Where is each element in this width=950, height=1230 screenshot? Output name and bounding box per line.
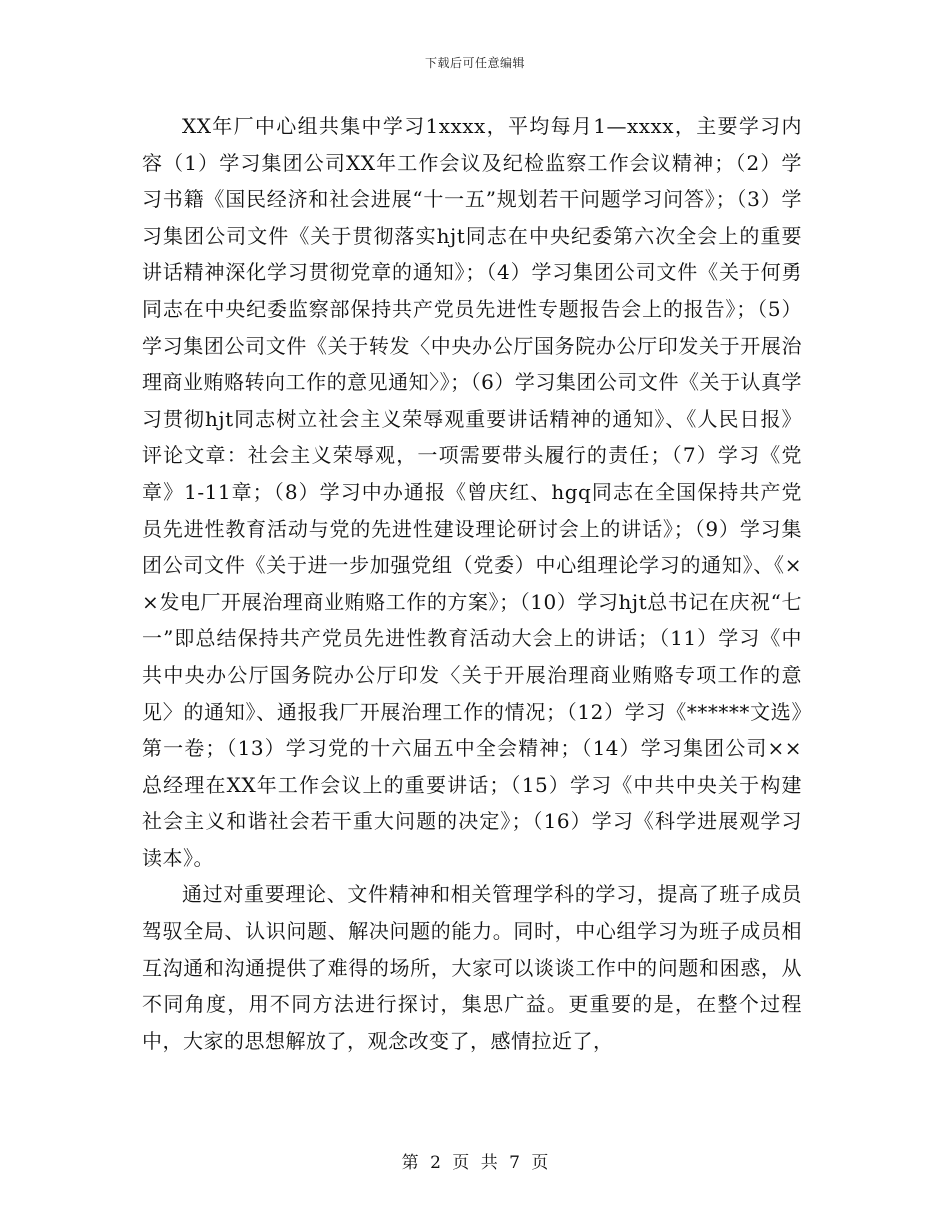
- page-number: 第 2 页 共 7 页: [401, 1153, 549, 1173]
- paragraph-study-list: XX年厂中心组共集中学习1xxxx，平均每月1—xxxx，主要学习内容（1）学习集团公司XX年工作会议及纪检监察工作会议精神；（2）学习书籍《国民经济和社会进展“十一五”规划若干问题学习问答》；（3）学习集团公司文件《关于贯彻落实hjt同志在中央纪委第六次全会上的重要讲话精神深化学习贯彻党章的通知》；（4）学习集团公司文件《关于何勇同志在中央纪委监察部保持共产党员先进性专题报告会上的报告》；（5）学习集团公司文件《关于转发〈中央办公厅国务院办公厅印发关于开展治理商业贿赂转向工作的意见通知〉》；（6）学习集团公司文件《关于认真学习贯彻hjt同志树立社会主义荣辱观重要讲话精神的通知》、《人民日报》评论文章：社会主义荣辱观，一项需要带头履行的责任；（7）学习《党章》1-11章；（8）学习中办通报《曾庆红、hgq同志在全国保持共产党员先进性教育活动与党的先进性建设理论研讨会上的讲话》；（9）学习集团公司文件《关于进一步加强党组（党委）中心组理论学习的通知》、《××发电厂开展治理商业贿赂工作的方案》；（10）学习hjt总书记在庆祝“七一”即总结保持共产党员先进性教育活动大会上的讲话；（11）学习《中共中央办公厅国务院办公厅印发〈关于开展治理商业贿赂专项工作的意见〉的通知》、通报我厂开展治理工作的情况；（12）学习《******文选》第一卷；（13）学习党的十六届五中全会精神；（14）学习集团公司××总经理在XX年工作会议上的重要讲话；（15）学习《中共中央关于构建社会主义和谐社会若干重大问题的决定》；（16）学习《科学进展观学习读本》。: [142, 114, 802, 870]
- page-header: 下载后可任意编辑: [424, 56, 525, 70]
- document-body: [142, 108, 802, 1059]
- paragraph-study-effect: 通过对重要理论、文件精神和相关管理学科的学习，提高了班子成员驾驭全局、认识问题、解决问题的能力。同时，中心组学习为班子成员相互沟通和沟通提供了难得的场所，大家可以谈谈工作中的问题和困惑，从不同角度，用不同方法进行探讨，集思广益。更重要的是，在整个过程中，大家的思想解放了，观念改变了，感情拉近了，: [142, 882, 802, 1053]
